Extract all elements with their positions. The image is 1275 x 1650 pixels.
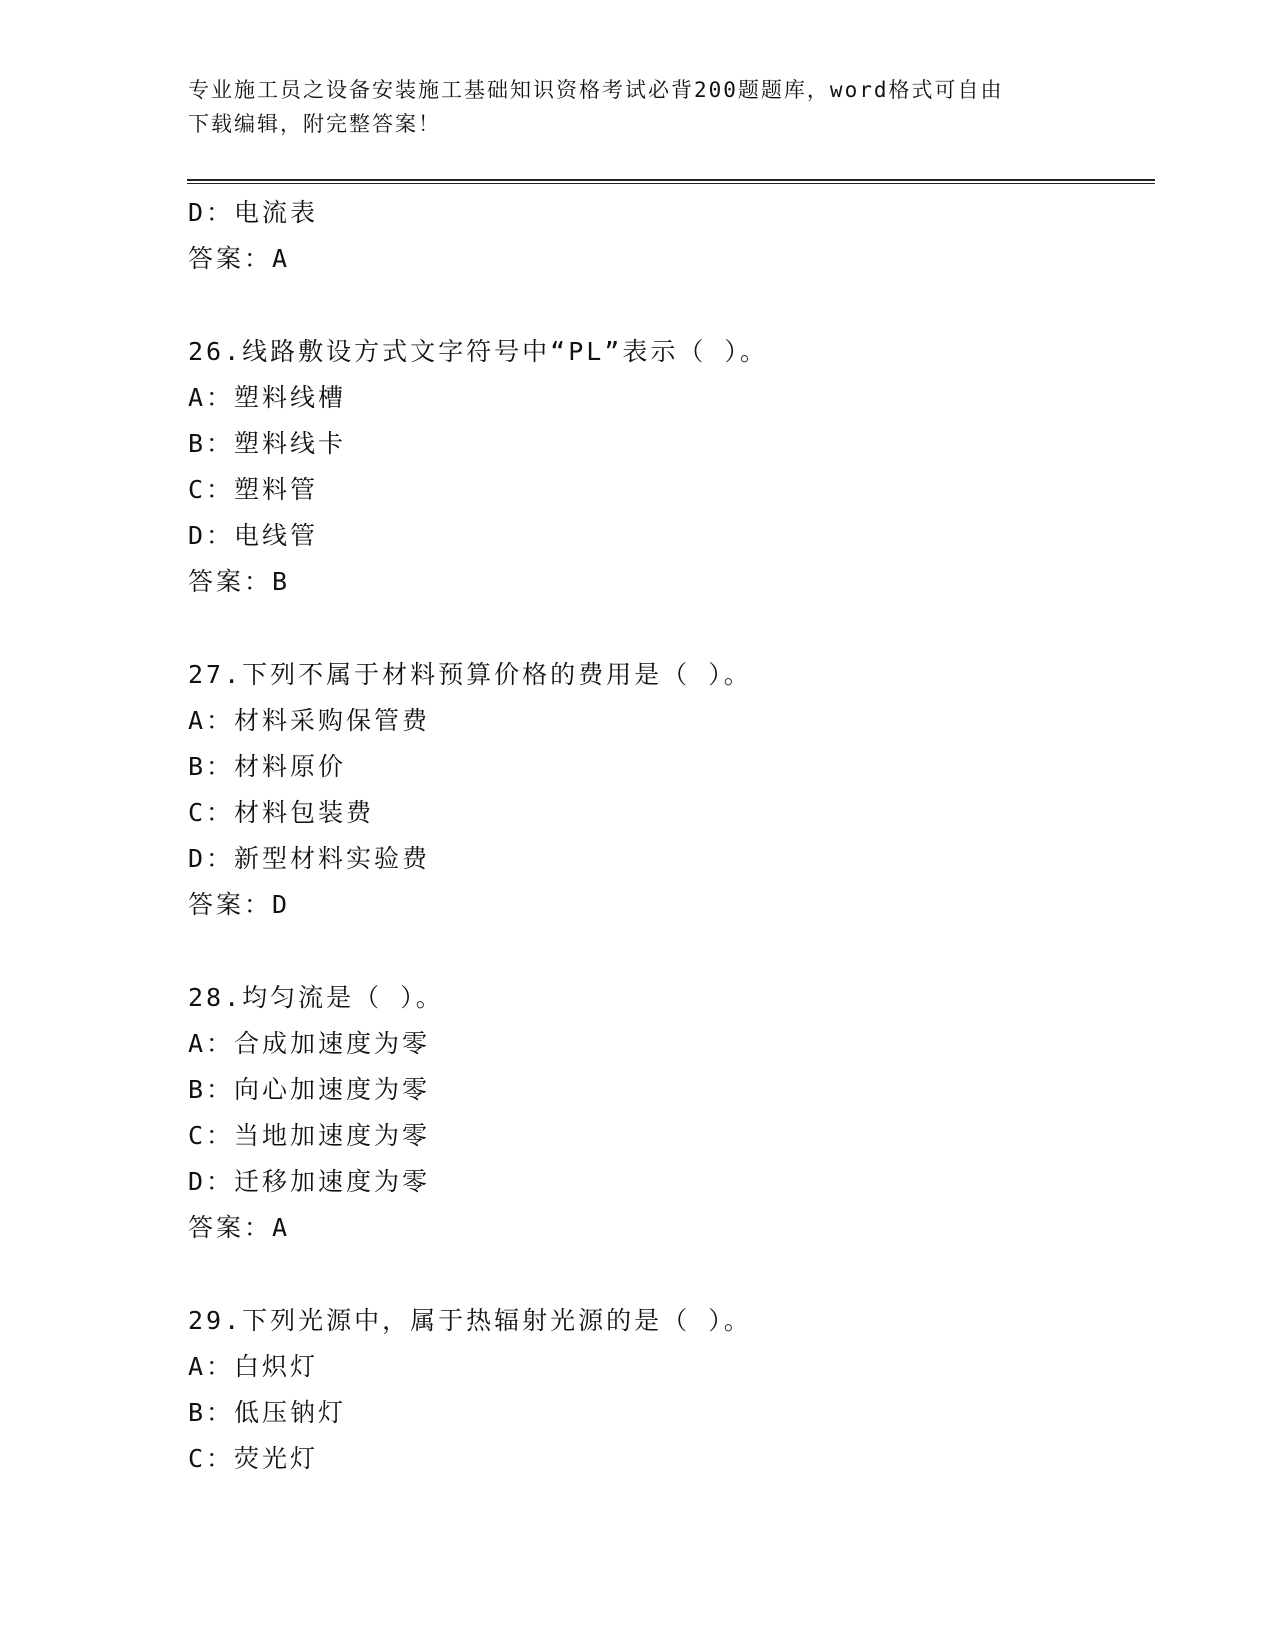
option-d: D：迁移加速度为零 xyxy=(188,1167,431,1196)
question-stem-26: 26.线路敷设方式文字符号中“PL”表示（ ）。 xyxy=(188,337,768,366)
option-c: C：塑料管 xyxy=(188,475,319,504)
question-stem-27: 27.下列不属于材料预算价格的费用是（ ）。 xyxy=(188,660,752,689)
answer-value: B xyxy=(272,567,291,596)
answer-label: 答案： xyxy=(188,567,273,596)
answer-label: 答案： xyxy=(188,1213,273,1242)
answer-line xyxy=(188,559,1148,605)
option-d: D：电线管 xyxy=(188,521,319,550)
header-rule-thick xyxy=(187,179,1155,181)
header-rule-thin xyxy=(187,183,1155,184)
option-d: D：电流表 xyxy=(188,198,319,227)
header-title-line-1: 专业施工员之设备安装施工基础知识资格考试必背200题题库，word格式可自由 xyxy=(188,78,1004,102)
spacer xyxy=(188,928,1148,975)
option-b: B：塑料线卡 xyxy=(188,429,347,458)
answer-line xyxy=(188,882,1148,928)
question-stem-28: 28.均匀流是（ ）。 xyxy=(188,983,444,1012)
question-list xyxy=(188,190,1148,1482)
document-header xyxy=(188,73,1068,141)
spacer xyxy=(188,1251,1148,1298)
question-stem-29: 29.下列光源中，属于热辐射光源的是（ ）。 xyxy=(188,1306,752,1335)
option-c: C：当地加速度为零 xyxy=(188,1121,431,1150)
option-b: B：低压钠灯 xyxy=(188,1398,347,1427)
option-d: D：新型材料实验费 xyxy=(188,844,431,873)
option-b: B：材料原价 xyxy=(188,752,347,781)
header-title-line-2: 下载编辑，附完整答案！ xyxy=(188,112,441,136)
answer-value: A xyxy=(272,244,291,273)
spacer xyxy=(188,282,1148,329)
answer-line xyxy=(188,1205,1148,1251)
option-a: A：塑料线槽 xyxy=(188,383,347,412)
option-a: A：材料采购保管费 xyxy=(188,706,431,735)
answer-value: D xyxy=(272,890,291,919)
option-b: B：向心加速度为零 xyxy=(188,1075,431,1104)
option-c: C：荧光灯 xyxy=(188,1444,319,1473)
option-a: A：白炽灯 xyxy=(188,1352,319,1381)
answer-value: A xyxy=(272,1213,291,1242)
option-c: C：材料包装费 xyxy=(188,798,375,827)
answer-label: 答案： xyxy=(188,890,273,919)
option-a: A：合成加速度为零 xyxy=(188,1029,431,1058)
answer-line xyxy=(188,236,1148,282)
spacer xyxy=(188,605,1148,652)
answer-label: 答案： xyxy=(188,244,273,273)
